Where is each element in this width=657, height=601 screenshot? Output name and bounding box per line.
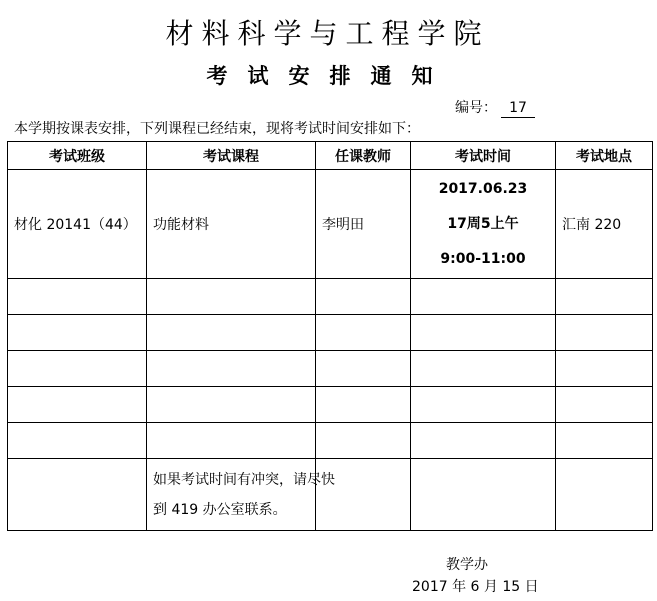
table-row-empty — [8, 351, 653, 387]
empty-cell — [316, 459, 411, 531]
empty-cell — [556, 315, 653, 351]
table-row-empty — [8, 423, 653, 459]
cell-time — [411, 170, 556, 279]
intro-text: 本学期按课表安排，下列课程已经结束，现将考试时间安排如下： — [14, 121, 420, 137]
cell-teacher: 李明田 — [316, 170, 411, 279]
cell-class: 材化 20141（44） — [8, 170, 147, 279]
column-header-teacher: 任课教师 — [316, 142, 411, 170]
empty-cell — [8, 423, 147, 459]
empty-cell — [8, 387, 147, 423]
empty-cell — [411, 387, 556, 423]
empty-cell — [147, 351, 316, 387]
empty-cell — [8, 315, 147, 351]
empty-cell — [316, 351, 411, 387]
empty-cell — [556, 351, 653, 387]
exam-date: 2017.06.23 — [438, 180, 528, 197]
conflict-note — [147, 459, 335, 531]
exam-schedule-table — [7, 141, 653, 531]
column-header-course: 考试课程 — [147, 142, 316, 170]
empty-cell — [556, 423, 653, 459]
exam-hours: 9:00-11:00 — [440, 250, 526, 267]
empty-cell — [411, 279, 556, 315]
empty-cell — [316, 423, 411, 459]
column-header-location: 考试地点 — [556, 142, 653, 170]
table-row-empty — [8, 279, 653, 315]
empty-cell — [411, 351, 556, 387]
table-header-row — [8, 142, 653, 170]
column-header-class: 考试班级 — [8, 142, 147, 170]
empty-cell — [411, 315, 556, 351]
conflict-note-line-2: 到 419 办公室联系。 — [153, 501, 287, 518]
empty-cell — [556, 279, 653, 315]
table-row-note — [8, 459, 653, 531]
issue-date: 2017 年 6 月 15 日 — [412, 579, 539, 595]
empty-cell — [411, 423, 556, 459]
cell-location: 汇南 220 — [556, 170, 653, 279]
empty-cell — [556, 387, 653, 423]
empty-cell — [147, 279, 316, 315]
conflict-note-line-1: 如果考试时间有冲突，请尽快 — [153, 471, 335, 488]
issuing-office: 教学办 — [446, 557, 488, 573]
table-row-empty — [8, 315, 653, 351]
empty-cell — [147, 423, 316, 459]
serial-value: 17 — [501, 100, 535, 118]
empty-cell — [316, 387, 411, 423]
empty-cell — [316, 315, 411, 351]
empty-cell — [8, 279, 147, 315]
column-header-time: 考试时间 — [411, 142, 556, 170]
table-row-empty — [8, 387, 653, 423]
cell-course: 功能材料 — [147, 170, 316, 279]
empty-cell — [316, 279, 411, 315]
empty-cell — [556, 459, 653, 531]
document-title: 材料科学与工程学院 — [165, 17, 490, 50]
exam-week: 17周5上午 — [447, 215, 519, 232]
serial-label: 编号： — [455, 100, 497, 116]
serial-number — [455, 98, 535, 118]
table-row — [8, 170, 653, 279]
document-subtitle: 考试安排通知 — [206, 64, 453, 88]
empty-cell — [147, 315, 316, 351]
empty-cell — [8, 459, 147, 531]
empty-cell — [147, 387, 316, 423]
empty-cell — [8, 351, 147, 387]
empty-cell — [411, 459, 556, 531]
